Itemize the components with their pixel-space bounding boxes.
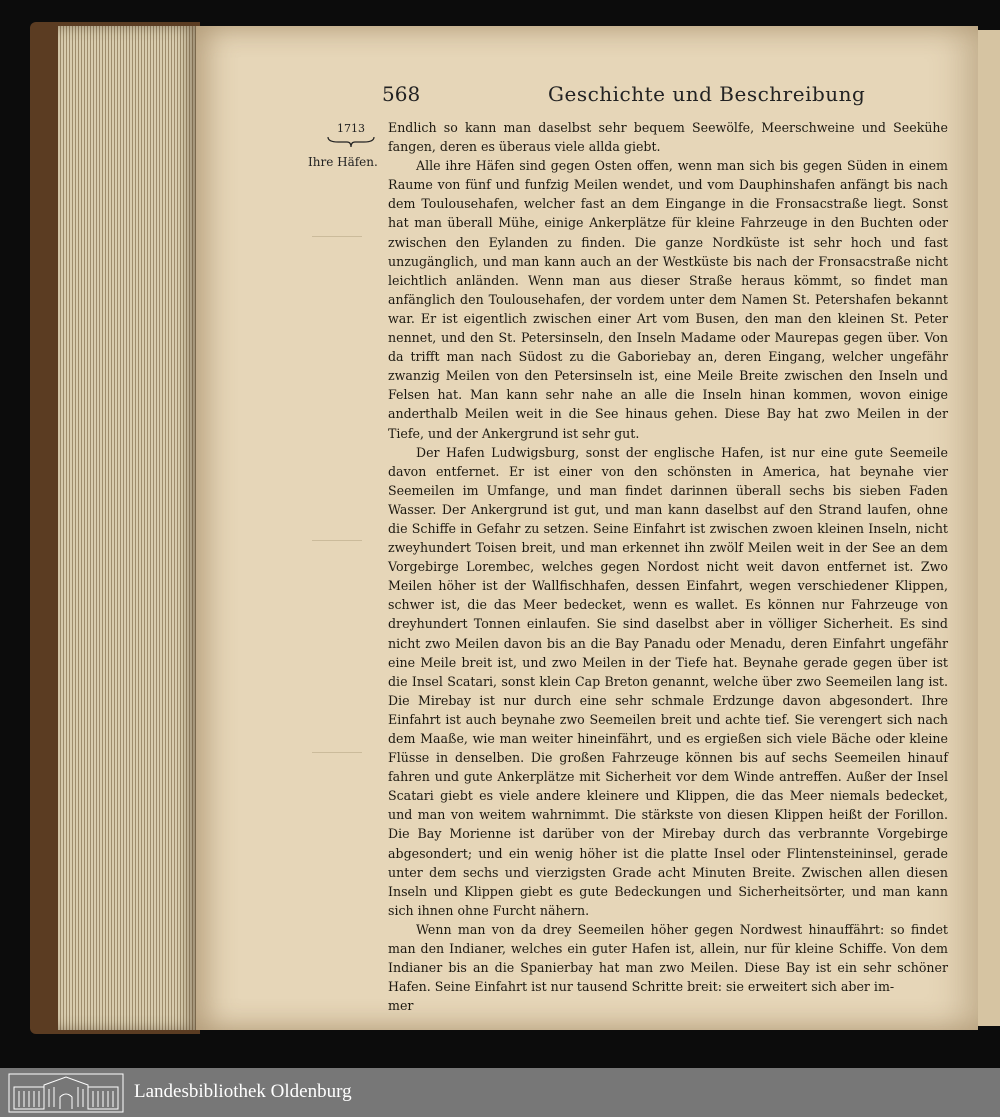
- body-text: [388, 118, 948, 1015]
- bleed-through-mark: [312, 540, 362, 571]
- library-footer-bar: [0, 1068, 1000, 1117]
- page-number: 568: [382, 82, 421, 106]
- margin-note: Ihre Häfen.: [308, 155, 378, 169]
- paragraph: Endlich so kann man daselbst sehr bequem Seewölfe, Meerschweine und Seekühe fangen, deren es überaus viele allda giebt.: [388, 120, 948, 155]
- bleed-through-mark: [312, 752, 362, 783]
- facing-page-edge: [978, 30, 1000, 1026]
- running-title: Geschichte und Beschreibung: [548, 82, 866, 106]
- brace-icon: [326, 134, 376, 148]
- page-edges: [58, 26, 198, 1030]
- paragraph: Der Hafen Ludwigsburg, sonst der englische Hafen, ist nur eine gute Seemeile davon entfernet. Er ist einer von den schönsten in America, hat beynahe vier Seemeilen im Umfange, und man findet darinnen überall sechs bis sieben Faden Wasser. Der Ankergrund ist gut, und man kann daselbst auf den Strand laufen, ohne die Schiffe in Gefahr zu setzen. Seine Einfahrt ist zwischen zwoen kleinen Inseln, nicht zweyhundert Toisen breit, und man erkennet ihn zwölf Meilen weit in der See an dem Vorgebirge Lorembec, welches gegen Nordost nicht weit davon entfernet ist. Zwo Meilen höher ist der Wallfischhafen, dessen Einfahrt, wegen verschiedener Klippen, schwer ist, die das Meer bedecket, wenn es wallet. Es können nur Fahrzeuge von dreyhundert Tonnen einlaufen. Sie sind daselbst aber in völliger Sicherheit. Es sind nicht zwo Meilen davon bis an die Bay Panadu oder Menadu, deren Einfahrt ungefähr eine Meile breit ist, und zwo Meilen in der Tiefe hat. Beynahe gerade gegen über ist die Insel Scatari, sonst klein Cap Breton genannt, welche über zwo Seemeilen lang ist. Die Mirebay ist nur durch eine sehr schmale Erdzunge davon abgesondert. Ihre Einfahrt ist auch beynahe zwo Seemeilen breit und achte tief. Sie verengert sich nach dem Maaße, wie man weiter hineinfährt, und es ergießen sich viele Bäche oder kleine Flüsse in denselben. Die großen Fahrzeuge können bis auf sechs Seemeilen hinauf fahren und gute Ankerplätze mit Sicherheit vor dem Winde antreffen. Außer der Insel Scatari giebt es viele andere kleinere und Klippen, die das Meer niemals bedecket, und man von weitem wahrnimmt. Die stärkste von diesen Klippen heißt der Forillon. Die Bay Morienne ist darüber von der Mirebay durch das verbrannte Vorgebirge abgesondert; und ein wenig höher ist die platte Insel oder Flintensteininsel, gerade unter dem sechs und vierzigsten Grade acht Minuten Breite. Zwischen allen diesen Inseln und Klippen giebt es gute Bedeckungen und Sicherheitsörter, und man kann sich ihnen ohne Furcht nähern.: [388, 444, 948, 918]
- page-header: [382, 80, 962, 116]
- catchword: mer: [388, 998, 414, 1014]
- library-name: Landesbibliothek Oldenburg: [134, 1081, 352, 1102]
- paragraph: Alle ihre Häfen sind gegen Osten offen, wenn man sich bis gegen Süden in einem Raume von fünf und funfzig Meilen wendet, und vom Dauphinshafen anfängt bis nach dem Toulousehafen, welcher fast an dem Eingange in die Fronsacstraße liegt. Sonst hat man überall Mühe, einige Ankerplätze für kleine Fahrzeuge in den Buchten oder zwischen den Eylanden zu finden. Die ganze Nordküste ist sehr hoch und fast unzugänglich, und man kann auch an der Westküste bis nach der Fronsacstraße nicht leichtlich anländen. Wenn man aus dieser Straße heraus kömmt, so findet man anfänglich den Toulousehafen, der vordem unter dem Namen St. Petershafen bekannt war. Er ist eigentlich zwischen einer Art vom Busen, den man den kleinen St. Peter nennet, und den St. Petersinseln, den Inseln Madame oder Maurepas gegen über. Von da trifft man nach Südost zu die Gaboriebay an, deren Eingang, welcher ungefähr zwanzig Meilen von den Petersinseln ist, eine Meile Breite zwischen den Inseln und Felsen hat. Man kann sehr nahe an alle die Inseln hinan kommen, wovon einige anderthalb Meilen weit in die See hinaus gehen. Diese Bay hat zwo Meilen in der Tiefe, und der Ankergrund ist sehr gut.: [388, 158, 948, 441]
- bleed-through-mark: [312, 236, 362, 267]
- library-building-icon: [8, 1073, 124, 1113]
- margin-year: 1713: [337, 122, 365, 135]
- paragraph: Wenn man von da drey Seemeilen höher gegen Nordwest hinauffährt: so findet man den Indianer, welches ein guter Hafen ist, allein, nur für kleine Schiffe. Von dem Indianer bis an die Spanierbay hat man zwo Meilen. Diese Bay ist ein sehr schöner Hafen. Seine Einfahrt ist nur tausend Schritte breit: sie erweitert sich aber im-: [388, 921, 948, 995]
